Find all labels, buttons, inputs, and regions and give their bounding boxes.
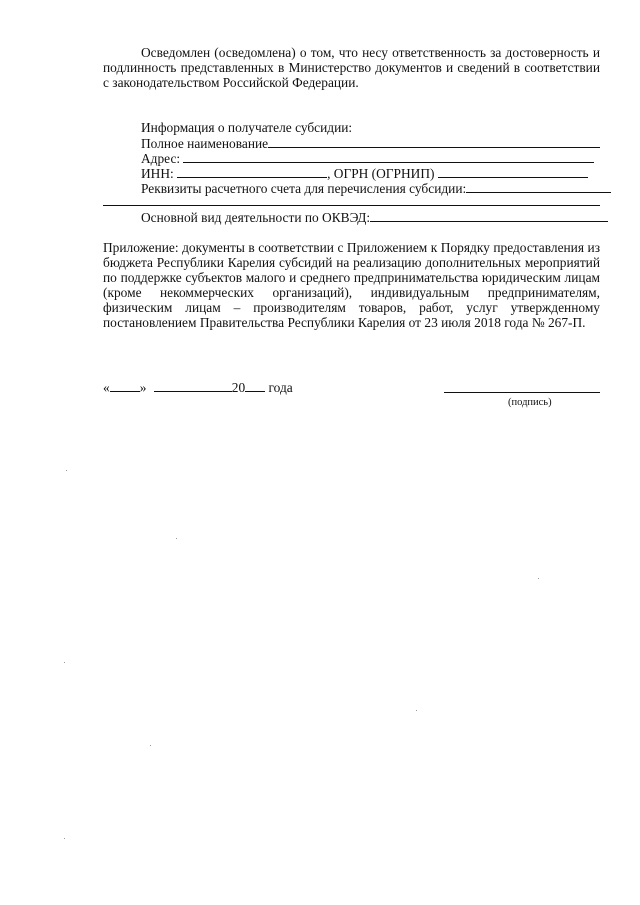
scan-speck: [150, 745, 151, 746]
appendix-paragraph: [103, 240, 600, 330]
signature-line[interactable]: [444, 392, 600, 393]
scan-speck: [416, 710, 417, 711]
account-continuation-line[interactable]: [103, 205, 600, 206]
ogrn-field[interactable]: [438, 165, 588, 178]
statement-text: Осведомлен (осведомлена) о том, что несу ответственность за достоверность и подлинность представленных в Министерство документов и сведений в соответствии с законодательством Российской Федерации.: [103, 45, 600, 90]
account-label: Реквизиты расчетного счета для перечисления субсидии:: [141, 181, 467, 196]
inn-field[interactable]: [177, 165, 327, 178]
scan-speck: [64, 838, 65, 839]
okved-field[interactable]: [370, 209, 608, 222]
close-quote: »: [139, 380, 147, 395]
inn-label: ИНН:: [141, 166, 174, 181]
okved-row: [141, 209, 608, 225]
recipient-heading: Информация о получателе субсидии:: [141, 120, 353, 135]
scan-speck: [176, 538, 177, 539]
year-suffix: года: [268, 380, 293, 395]
full-name-label: Полное наименование: [141, 136, 269, 151]
month-field[interactable]: [154, 379, 232, 392]
address-field[interactable]: [183, 150, 594, 163]
scan-speck: [64, 662, 65, 663]
ogrn-label: , ОГРН (ОГРНИП): [327, 166, 435, 181]
address-label: Адрес:: [141, 151, 181, 166]
open-quote: «: [103, 380, 110, 395]
appendix-text: Приложение: документы в соответствии с Приложением к Порядку предоставления из бюджета Республики Карелия субсидий на реализацию дополнительных мероприятий по поддержке субъектов малого и среднего предпринимательства юридическим лицам (кроме некоммерческих организаций), индивидуальным предпринимателям, физическим лицам – производителям товаров, работ, услуг утвержденному постановлением Правительства Республики Карелия от 23 июля 2018 года № 267-П.: [103, 240, 600, 330]
scan-speck: [66, 470, 67, 471]
full-name-field[interactable]: [268, 135, 600, 148]
day-field[interactable]: [110, 379, 140, 392]
scan-speck: [538, 578, 539, 579]
inn-ogrn-row: [141, 165, 588, 181]
responsibility-statement: [103, 45, 600, 90]
signature-caption: (подпись): [508, 397, 552, 408]
year-prefix: 20: [231, 380, 246, 395]
year-field[interactable]: [245, 379, 265, 392]
full-name-row: [141, 135, 600, 151]
date-row: [103, 379, 293, 395]
okved-label: Основной вид деятельности по ОКВЭД:: [141, 210, 371, 225]
account-field[interactable]: [466, 180, 611, 193]
account-row: [141, 180, 611, 196]
address-row: [141, 150, 594, 166]
